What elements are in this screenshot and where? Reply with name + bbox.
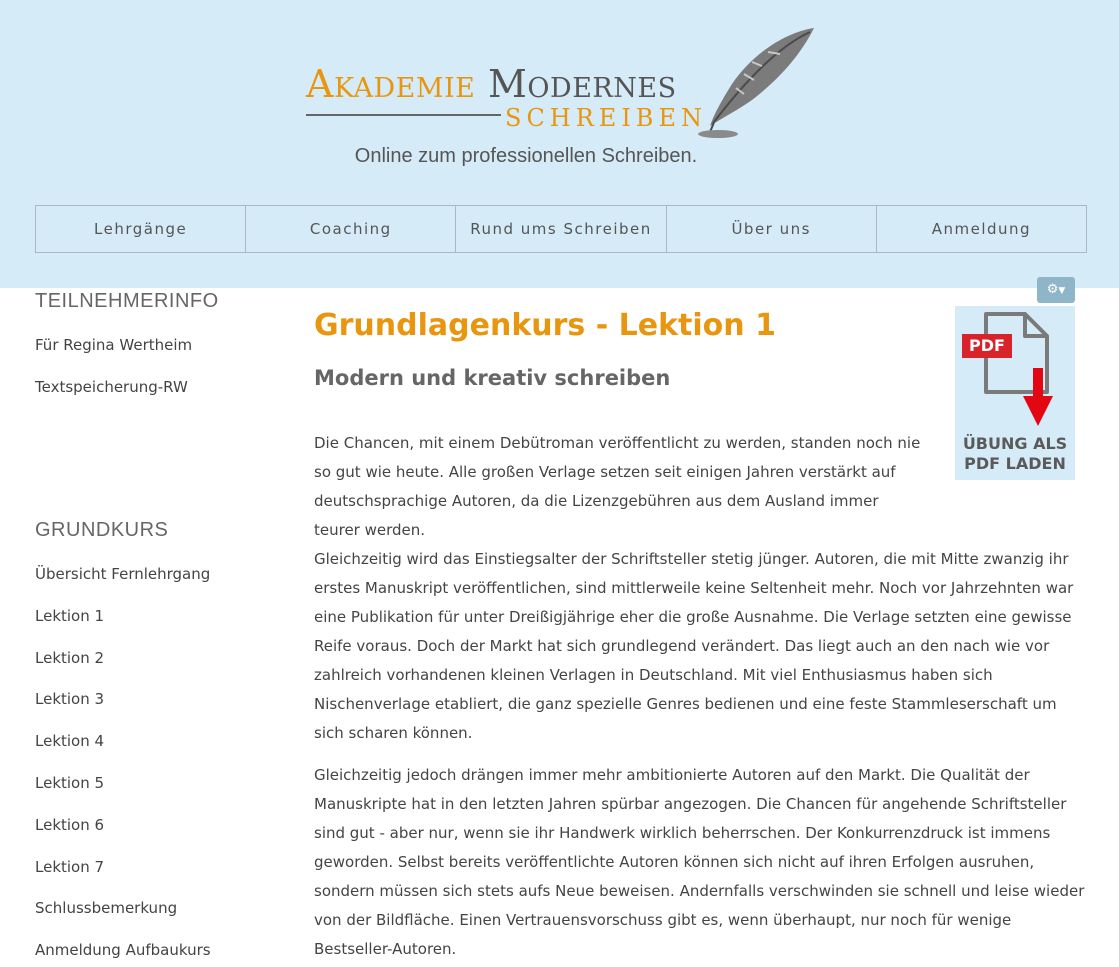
logo-word-schreiben: SCHREIBEN [505, 104, 707, 132]
logo-rule [306, 114, 501, 116]
pdf-download-label [955, 434, 1075, 474]
options-gear-button[interactable] [1037, 277, 1075, 303]
sidebar-item-lektion-3[interactable]: Lektion 3 [35, 690, 105, 708]
nav-item-anmeldung[interactable]: Anmeldung [931, 220, 1032, 238]
feather-icon [692, 22, 822, 140]
pdf-download-button[interactable] [955, 306, 1075, 480]
pdf-label-line-1: ÜBUNG ALS [962, 434, 1068, 453]
page-title: Grundlagenkurs - Lektion 1 [314, 308, 776, 343]
pdf-badge: PDF [962, 334, 1012, 358]
paragraph-2: Gleichzeitig wird das Einstiegsalter der Schriftsteller stetig jünger. Autoren, die mit Mitte zwanzig ihr erstes Manuskript veröffentlichen, sind mittlerweile keine Seltenheit mehr. Noch vor Jahrzehnten war eine Publikation für unter Dreißigjährige eher die große Ausnahme. Die Verlage setzten eine gewisse Reife voraus. Doch der Markt hat sich grundlegend verändert. Das liegt auch an den nach wie vor zahlreich vorhandenen kleinen Verlagen in Deutschland. Mit viel Enthusiasmus haben sich Nischenverlage etabliert, die ganz spezielle Genres bedienen und eine feste Stammleserschaft um sich scharen können. [314, 550, 1074, 742]
sidebar-item-regina-wertheim[interactable]: Für Regina Wertheim [35, 336, 193, 354]
sidebar-item-uebersicht[interactable]: Übersicht Fernlehrgang [35, 565, 211, 583]
sidebar-item-schlussbemerkung[interactable]: Schlussbemerkung [35, 899, 178, 917]
caret-down-icon: ▼ [1058, 286, 1066, 296]
sidebar-item-lektion-1[interactable]: Lektion 1 [35, 607, 105, 625]
sidebar-item-lektion-4[interactable]: Lektion 4 [35, 732, 105, 750]
main-navigation [35, 205, 1087, 253]
page-subtitle: Modern und kreativ schreiben [314, 366, 671, 390]
site-header [0, 0, 1119, 288]
sidebar-item-lektion-6[interactable]: Lektion 6 [35, 816, 105, 834]
sidebar-item-anmeldung-aufbaukurs[interactable]: Anmeldung Aufbaukurs [35, 941, 211, 959]
paragraph-3: Gleichzeitig jedoch drängen immer mehr ambitionierte Autoren auf den Markt. Die Qualität der Manuskripte hat in den letzten Jahren spürbar angezogen. Die Chancen für angehende Schriftsteller sind gut - aber nur, wenn sie ihr Handwerk wirklich beherrschen. Der Konkurrenzdruck ist immens geworden. Selbst bereits veröffentlichte Autoren können sich nicht auf ihren Erfolgen ausruhen, sondern müssen sich stets aufs Neue beweisen. Andernfalls verschwinden sie schnell und leise wieder von der Bildfläche. Einen Vertrauensvorschuss gibt es, wenn überhaupt, nur noch für wenige Bestseller-Autoren. [314, 766, 1085, 958]
sidebar-item-lektion-5[interactable]: Lektion 5 [35, 774, 105, 792]
sidebar-item-lektion-7[interactable]: Lektion 7 [35, 858, 105, 876]
pdf-document-icon [955, 306, 1075, 436]
sidebar-heading-teilnehmerinfo: TEILNEHMERINFO [35, 290, 219, 312]
pdf-label-line-2: PDF LADEN [964, 454, 1066, 473]
nav-item-rund-ums-schreiben[interactable]: Rund ums Schreiben [456, 206, 666, 252]
site-tagline: Online zum professionellen Schreiben. [354, 145, 698, 167]
sidebar-item-textspeicherung[interactable]: Textspeicherung-RW [35, 378, 188, 396]
nav-item-lehrgaenge[interactable]: Lehrgänge [36, 206, 246, 252]
nav-item-ueber-uns[interactable]: Über uns [667, 206, 877, 252]
sidebar-item-lektion-2[interactable]: Lektion 2 [35, 649, 105, 667]
logo-word-akademie: Akademie [306, 62, 476, 106]
sidebar-heading-grundkurs: GRUNDKURS [35, 519, 169, 541]
nav-item-coaching[interactable]: Coaching [246, 206, 456, 252]
logo-word-modernes: Modernes [488, 62, 677, 106]
paragraph-1: Die Chancen, mit einem Debütroman veröffentlicht zu werden, standen noch nie so gut wie heute. Alle großen Verlage setzen seit einigen Jahren verstärkt auf deutschsprachige Autoren, da die Lizenzgebühren aus dem Ausland immer teurer werden. [314, 434, 921, 539]
gear-icon: ⚙ [1046, 282, 1059, 297]
site-logo[interactable] [300, 22, 820, 142]
